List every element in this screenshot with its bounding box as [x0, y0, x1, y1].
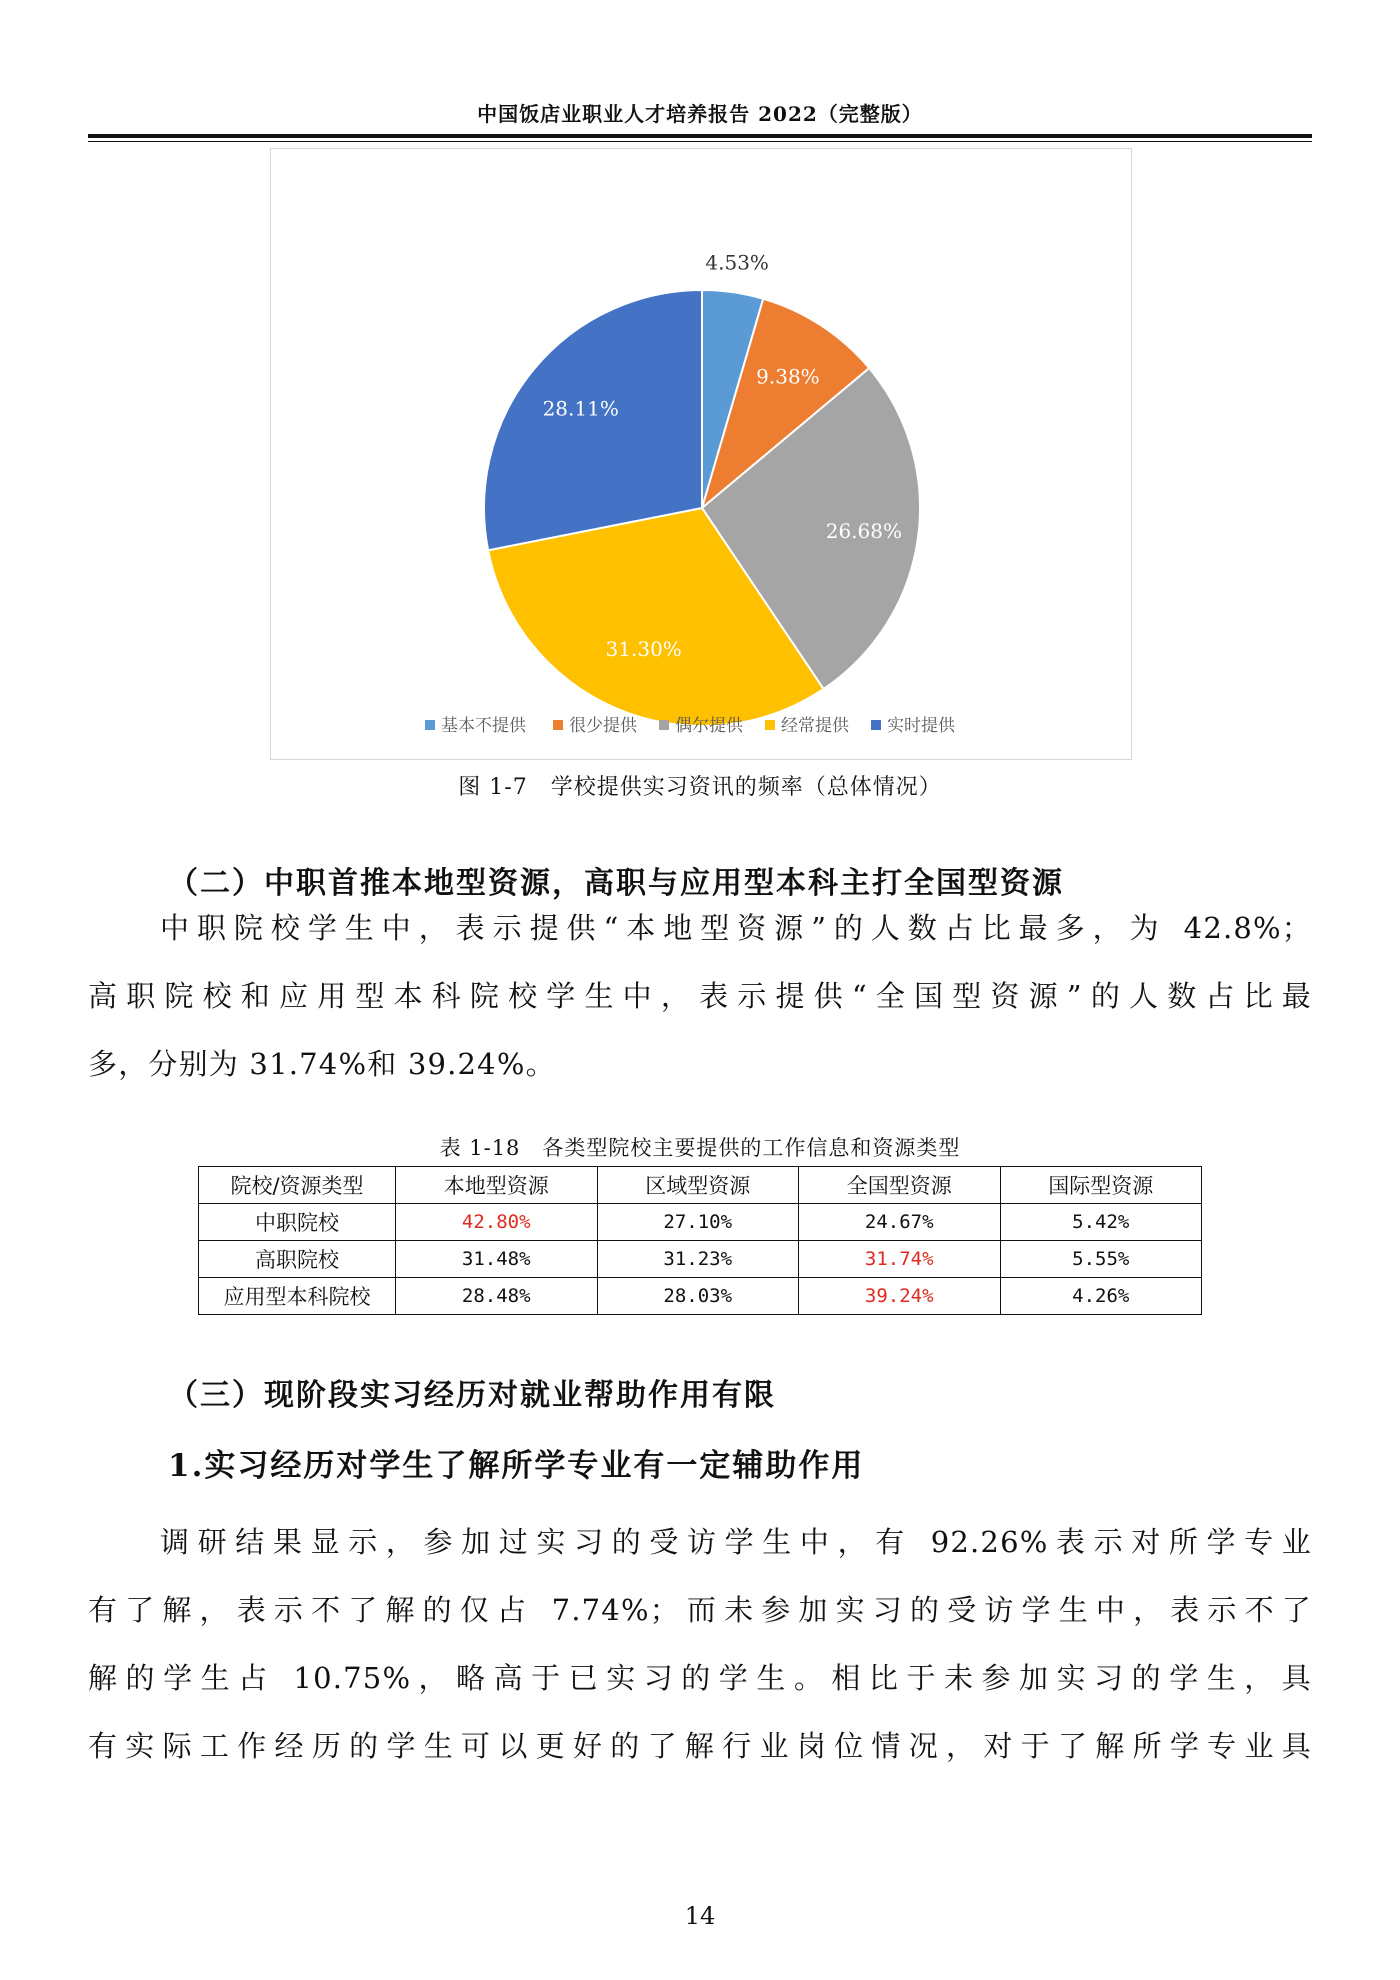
table-cell: 5.55% — [1000, 1241, 1202, 1278]
pie-data-label: 4.53% — [705, 250, 769, 275]
table-cell: 31.48% — [396, 1241, 598, 1278]
legend-label: 实时提供 — [887, 716, 955, 736]
table-row-label: 应用型本科院校 — [199, 1278, 396, 1315]
paragraph-line: 有实际工作经历的学生可以更好的了解行业岗位情况，对于了解所学专业具 — [88, 1729, 1312, 1763]
legend-swatch — [871, 720, 881, 730]
table-row — [199, 1204, 1202, 1241]
section3-paragraph — [88, 1508, 1312, 1780]
table-row — [199, 1241, 1202, 1278]
table-header-cell: 全国型资源 — [799, 1167, 1001, 1204]
paragraph-line: 调研结果显示，参加过实习的受访学生中，有 92.26%表示对所学专业 — [160, 1525, 1312, 1559]
table-header-cell: 本地型资源 — [396, 1167, 598, 1204]
paragraph-line: 高职院校和应用型本科院校学生中，表示提供“全国型资源”的人数占比最 — [88, 979, 1312, 1013]
pie-chart — [271, 149, 1131, 759]
subsection-heading: 1.实习经历对学生了解所学专业有一定辅助作用 — [168, 1448, 865, 1484]
pie-data-label: 28.11% — [542, 396, 619, 421]
legend-label: 经常提供 — [781, 716, 849, 736]
table-cell: 42.80% — [396, 1204, 598, 1241]
legend-label: 基本不提供 — [441, 716, 526, 736]
table-header-cell: 国际型资源 — [1000, 1167, 1202, 1204]
legend-label: 很少提供 — [569, 716, 637, 736]
table-row — [199, 1278, 1202, 1315]
table-header-cell: 院校/资源类型 — [199, 1167, 396, 1204]
section-heading-3: （三）现阶段实习经历对就业帮助作用有限 — [168, 1378, 776, 1413]
pie-chart-frame — [270, 148, 1132, 760]
paragraph-line: 解的学生占 10.75%，略高于已实习的学生。相比于未参加实习的学生，具 — [88, 1661, 1312, 1695]
table-row-label: 中职院校 — [199, 1204, 396, 1241]
legend-swatch — [659, 720, 669, 730]
running-header: 中国饭店业职业人才培养报告 2022（完整版） — [477, 102, 923, 126]
header-rule-thick — [88, 134, 1312, 138]
legend-item — [871, 716, 956, 736]
table-header-cell: 区域型资源 — [597, 1167, 799, 1204]
header-rule-thin — [88, 141, 1312, 142]
table-cell: 4.26% — [1000, 1278, 1202, 1315]
legend-swatch — [425, 720, 435, 730]
table-header-row — [199, 1167, 1202, 1204]
legend-swatch — [765, 720, 775, 730]
table-cell: 27.10% — [597, 1204, 799, 1241]
section2-paragraph — [88, 894, 1312, 1098]
legend-item — [425, 716, 527, 736]
legend-item — [765, 716, 850, 736]
pie-data-label: 9.38% — [756, 364, 820, 389]
table-cell: 24.67% — [799, 1204, 1001, 1241]
table-cell: 28.03% — [597, 1278, 799, 1315]
paragraph-line: 多，分别为 31.74%和 39.24%。 — [88, 1047, 556, 1081]
pie-data-label: 31.30% — [605, 637, 682, 662]
legend-label: 偶尔提供 — [675, 716, 743, 736]
legend-item — [553, 716, 638, 736]
table-cell: 39.24% — [799, 1278, 1001, 1315]
paragraph-line: 有了解，表示不了解的仅占 7.74%；而未参加实习的受访学生中，表示不了 — [88, 1593, 1312, 1627]
section-heading-2: （二）中职首推本地型资源，高职与应用型本科主打全国型资源 — [168, 866, 1064, 901]
table-caption: 表 1-18 各类型院校主要提供的工作信息和资源类型 — [439, 1136, 961, 1160]
pie-data-label: 26.68% — [825, 519, 903, 544]
page-number: 14 — [684, 1902, 716, 1930]
paragraph-line: 中职院校学生中，表示提供“本地型资源”的人数占比最多，为 42.8%； — [160, 911, 1312, 945]
table-cell: 5.42% — [1000, 1204, 1202, 1241]
figure-caption: 图 1-7 学校提供实习资讯的频率（总体情况） — [458, 775, 942, 800]
resource-type-table — [198, 1166, 1202, 1315]
table-row-label: 高职院校 — [199, 1241, 396, 1278]
table-cell: 31.23% — [597, 1241, 799, 1278]
table-cell: 31.74% — [799, 1241, 1001, 1278]
legend-swatch — [553, 720, 563, 730]
table-cell: 28.48% — [396, 1278, 598, 1315]
